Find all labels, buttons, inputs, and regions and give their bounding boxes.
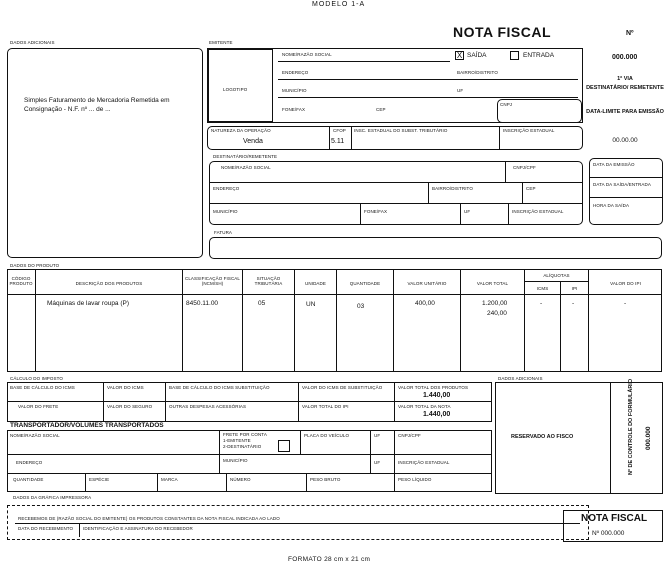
destinatario-uf-label: UF [464,209,471,214]
destinatario-fone-label: FONE/FAX [364,209,388,214]
saida-checkbox[interactable]: X [456,51,463,60]
transportador-title: TRANSPORTADOR/VOLUMES TRANSPORTADOS [10,422,164,429]
formato-label: FORMATO 28 cm x 21 cm [288,556,371,563]
col-classificacao: CLASSIFICAÇÃO FISCAL (NCM/SH) [184,276,240,286]
data-limite-value: 00.00.00 [612,137,638,144]
base-icms-label: BASE DE CÁLCULO DO ICMS [10,385,75,390]
imposto-title: CÁLCULO DO IMPOSTO [10,376,63,381]
emitente-municipio-label: MUNICÍPIO [282,88,307,93]
valor-subst-label: VALOR DO ICMS DE SUBSTITUIÇÃO [302,385,383,390]
nota-numero-value: 000.000 [612,54,638,61]
nota-fiscal-title: NOTA FISCAL [453,24,552,40]
frete-destinatario-label: 2-DESTINATÁRIO [223,444,262,449]
col-situacao: SITUAÇÃO TRIBUTÁRIA [254,276,283,286]
destinatario-cep-label: CEP [526,186,536,191]
reservado-fisco-label: RESERVADO AO FISCO [511,434,574,440]
transp-cnpj-label: CNPJ/CPF [398,433,421,438]
peso-bruto-label: PESO BRUTO [310,477,341,482]
row-ipi: - [572,300,575,307]
emitente-bairro-label: BAIRRO/DISTRITO [457,70,498,75]
entrada-checkbox[interactable] [510,51,519,60]
valor-nota-label: VALOR TOTAL DA NOTA [398,404,451,409]
datas-box [589,158,663,225]
row-classificacao: 8450.11.00 [186,300,219,307]
controle-wrap [628,378,638,485]
valor-icms-label: VALOR DO ICMS [107,385,144,390]
frete-emitente-label: 1-EMITENTE [223,438,251,443]
transp-municipio-label: MUNICÍPIO [223,458,248,463]
row-quantidade: 03 [357,303,365,310]
valor-nota-value: 1.440,00 [423,411,451,418]
seguro-label: VALOR DO SEGURO [107,404,153,409]
saida-label: SAÍDA [467,52,487,59]
destinatario-ie-label: INSCRIÇÃO ESTADUAL [512,209,564,214]
destinatario-title: DESTINATÁRIO/REMETENTE [213,154,278,159]
destinatario-endereco-label: ENDEREÇO [213,186,240,191]
via-label: 1ª VIA [617,76,633,82]
cfop-label: CFOP [333,128,346,133]
data-limite-label: DATA-LIMITE PARA EMISSÃO [586,109,664,115]
destinatario-bairro-label: BAIRRO/DISTRITO [432,186,473,191]
fatura-box [209,237,662,259]
hora-saida-label: HORA DA SAÍDA [593,203,630,208]
quantidade-label: QUANTIDADE [13,477,44,482]
transp-uf2-label: UF [374,460,381,465]
emitente-title: EMITENTE [209,40,233,45]
transp-razao-label: NOME/RAZÃO SOCIAL [10,433,60,438]
base-subst-label: BASE DE CÁLCULO DO ICMS SUBSTITUIÇÃO [169,385,270,390]
row-valor-unitario: 400,00 [415,300,435,307]
row-valor-ipi: - [624,300,627,307]
destinatario-municipio-label: MUNICÍPIO [213,209,238,214]
row-unidade: UN [306,301,316,308]
especie-label: ESPÉCIE [89,477,110,482]
destinatario-razao-label: NOME/RAZÃO SOCIAL [221,165,271,170]
row-valor-total-2: 240,00 [487,310,507,317]
dados-adicionais-bottom-title: DADOS ADICIONAIS [498,376,543,381]
dados-adicionais-text: Simples Faturamento de Mercadoria Remetida em Consignação - N.F. nº ... de ... [24,97,170,113]
modelo-label: MODELO 1-A [312,1,366,8]
destinatario-box [209,161,583,225]
destinatario-remetente-label: DESTINATÁRIO/ REMETENTE [586,85,664,91]
numero-label: NÚMERO [230,477,251,482]
logotipo-box [208,49,273,122]
natureza-label: NATUREZA DA OPERAÇÃO [211,128,271,133]
col-codigo: CÓDIGO PRODUTO [9,276,33,286]
logotipo-label: LOGOTIPO [223,87,248,92]
entrada-label: ENTRADA [523,52,555,59]
col-valor-total: VALOR TOTAL [476,281,509,286]
emitente-razao-label: NOME/RAZÃO SOCIAL [282,52,332,57]
data-saida-label: DATA DA SAÍDA/ENTRADA [593,182,651,187]
col-aliquotas: ALÍQUOTAS [543,273,570,278]
data-recebimento-label: DATA DO RECEBIMENTO [18,526,74,531]
nota-numero-label: Nº [626,30,634,37]
controle-value: 000.000 [645,426,652,450]
numero-controle-label: Nº DE CONTROLE DO FORMULÁRIO [628,378,634,475]
frete-conta-checkbox[interactable] [278,440,290,452]
dados-adicionais-box [7,48,203,258]
placa-label: PLACA DO VEÍCULO [304,433,350,438]
col-quantidade: QUANTIDADE [349,281,381,286]
valor-ipi-label: VALOR TOTAL DO IPI [302,404,349,409]
data-emissao-label: DATA DA EMISSÃO [593,162,635,167]
ie-label: INSCRIÇÃO ESTADUAL [503,128,555,133]
produtos-title: DADOS DO PRODUTO [10,263,60,268]
frete-conta-label: FRETE POR CONTA [223,432,267,437]
transp-endereco-label: ENDEREÇO [16,460,43,465]
destinatario-cnpj-label: CNPJ/CPF [513,165,536,170]
emitente-uf-label: UF [457,88,464,93]
emitente-cep-label: CEP [376,107,386,112]
fatura-title: FATURA [214,230,233,235]
identificacao-label: IDENTIFICAÇÃO E ASSINATURA DO RECEBEDOR [83,526,193,531]
row-situacao: 05 [258,300,266,307]
emitente-fone-label: FONE/FAX [282,107,306,112]
valor-produtos-value: 1.440,00 [423,392,451,399]
emitente-endereco-label: ENDEREÇO [282,70,309,75]
row-descricao: Máquinas de lavar roupa (P) [47,300,130,307]
col-ipi: IPI [571,286,578,291]
peso-liquido-label: PESO LÍQUIDO [398,477,432,482]
natureza-value: Venda [243,138,263,145]
valor-produtos-label: VALOR TOTAL DOS PRODUTOS [398,385,469,390]
row-icms: - [540,300,543,307]
canhoto-nota-title: NOTA FISCAL [581,513,648,524]
col-valor-unitario: VALOR UNITÁRIO [407,281,447,286]
emitente-cnpj-box [497,99,582,123]
recebemos-label: RECEBEMOS DE (RAZÃO SOCIAL DO EMITENTE) OS PRODUTOS CONSTANTES DA NOTA FISCAL INDICADA AO LADO [18,516,280,521]
ie-subst-label: INSC. ESTADUAL DO SUBST. TRIBUTÁRIO [354,128,448,133]
despesas-label: OUTRAS DESPESAS ACESSÓRIAS [169,404,247,409]
grafica-label: DADOS DA GRÁFICA IMPRESSORA [13,495,92,500]
row-valor-total-1: 1.200,00 [482,300,508,307]
col-descricao: DESCRIÇÃO DOS PRODUTOS [75,281,143,286]
col-valor-ipi: VALOR DO IPI [610,281,641,286]
col-unidade: UNIDADE [305,281,326,286]
transp-uf-label: UF [374,433,381,438]
marca-label: MARCA [161,477,178,482]
cfop-value: 5.11 [331,138,345,145]
transp-ie-label: INSCRIÇÃO ESTADUAL [398,460,450,465]
frete-label: VALOR DO FRETE [18,404,59,409]
col-icms: ICMS [536,286,549,291]
dados-adicionais-title: DADOS ADICIONAIS [10,40,55,45]
emitente-cnpj-label: CNPJ [500,102,513,107]
canhoto-nota-numero: Nº 000.000 [592,530,625,537]
